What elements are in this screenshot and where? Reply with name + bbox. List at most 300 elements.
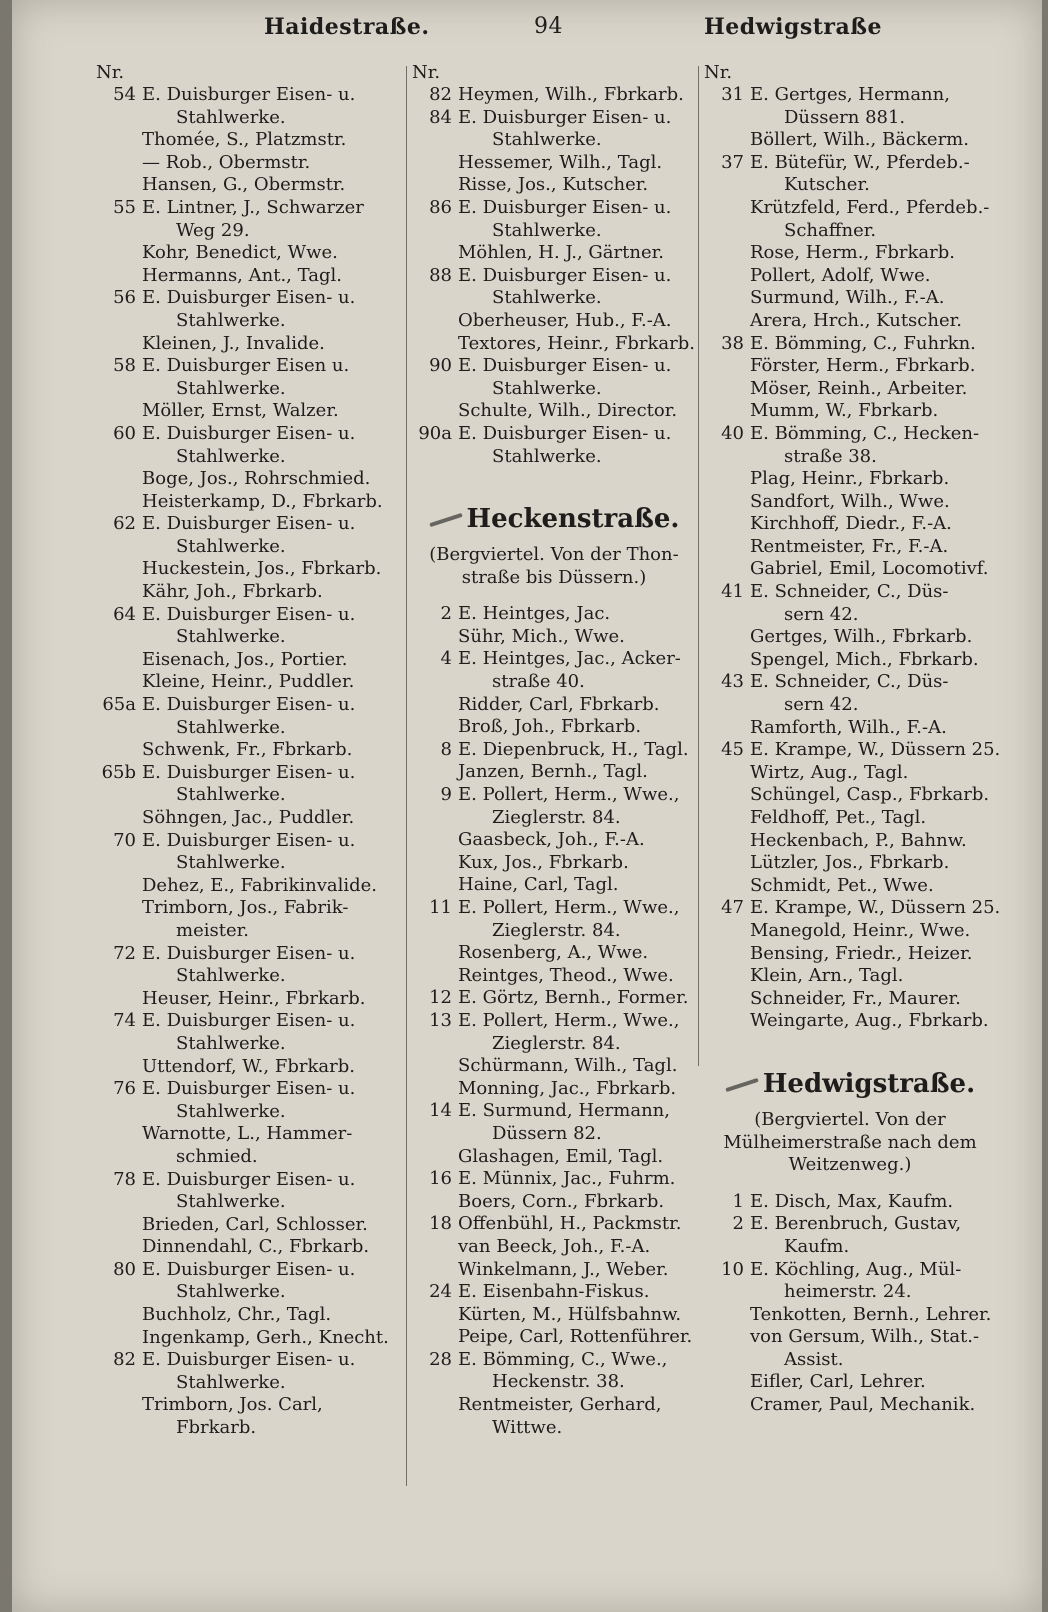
directory-entry xyxy=(96,1146,404,1169)
house-number xyxy=(412,807,458,830)
directory-entry xyxy=(96,287,404,310)
directory-entry xyxy=(412,626,696,649)
entry-text: Möhlen, H. J., Gärtner. xyxy=(458,242,664,264)
house-number xyxy=(96,174,142,197)
house-number xyxy=(96,1417,142,1440)
entry-text: Stahlwerke. xyxy=(492,219,602,241)
entry-text: straße 38. xyxy=(784,445,877,467)
entry-text: Zieglerstr. 84. xyxy=(492,1032,621,1054)
directory-entry xyxy=(704,446,996,469)
entry-text: Ridder, Carl, Fbrkarb. xyxy=(458,693,660,715)
nr-label: Nr. xyxy=(412,62,441,83)
entry-text: Schwenk, Fr., Fbrkarb. xyxy=(142,739,353,761)
column-divider xyxy=(698,66,699,1066)
directory-entry xyxy=(96,965,404,988)
entry-text: Kirchhoff, Diedr., F.-A. xyxy=(750,513,952,535)
house-number: 8 xyxy=(440,738,452,760)
entry-text: schmied. xyxy=(176,1145,258,1167)
directory-entry xyxy=(412,965,696,988)
house-number: 18 xyxy=(429,1213,452,1235)
directory-entry xyxy=(96,807,404,830)
house-number: 86 xyxy=(429,196,452,218)
house-number xyxy=(96,581,142,604)
house-number xyxy=(412,1326,458,1349)
directory-entry xyxy=(412,1033,696,1056)
nr-label: Nr. xyxy=(704,62,733,83)
directory-entry xyxy=(704,287,996,310)
column-right xyxy=(704,62,1001,1417)
directory-entry xyxy=(704,626,996,649)
directory-entry xyxy=(96,649,404,672)
directory-entry xyxy=(96,875,404,898)
entry-text: Eifler, Carl, Lehrer. xyxy=(750,1371,926,1393)
house-number: 80 xyxy=(113,1258,136,1280)
entry-text: Warnotte, L., Hammer- xyxy=(142,1123,353,1145)
directory-entry xyxy=(96,1372,404,1395)
entry-text: E. Duisburger Eisen u. xyxy=(142,355,350,377)
entry-text: Klein, Arn., Tagl. xyxy=(750,965,904,987)
directory-entry xyxy=(412,220,696,243)
house-number: 2 xyxy=(440,603,452,625)
directory-entry xyxy=(412,1259,696,1282)
entry-text: E. Duisburger Eisen- u. xyxy=(142,942,356,964)
entry-text: Sühr, Mich., Wwe. xyxy=(458,625,625,647)
entry-text: E. Duisburger Eisen- u. xyxy=(142,694,356,716)
house-number xyxy=(704,807,750,830)
entry-text: Rose, Herm., Fbrkarb. xyxy=(750,242,956,264)
house-number xyxy=(96,875,142,898)
house-number: 90a xyxy=(418,422,452,444)
house-number xyxy=(704,1304,750,1327)
entry-text: von Gersum, Wilh., Stat.- xyxy=(750,1326,980,1348)
house-number xyxy=(96,1056,142,1079)
house-number xyxy=(96,107,142,130)
nr-label: Nr. xyxy=(96,62,125,83)
entry-text: Offenbühl, H., Packmstr. xyxy=(458,1213,682,1235)
house-number: 54 xyxy=(113,84,136,105)
entry-text: Kux, Jos., Fbrkarb. xyxy=(458,851,629,873)
directory-entry xyxy=(96,830,404,853)
directory-entry xyxy=(704,1304,996,1327)
entry-text: Stahlwerke. xyxy=(176,106,286,128)
house-number: 12 xyxy=(429,987,452,1009)
house-number xyxy=(96,852,142,875)
directory-entry xyxy=(96,1101,404,1124)
entry-text: Stahlwerke. xyxy=(176,377,286,399)
directory-entry xyxy=(704,830,996,853)
directory-entry xyxy=(96,242,404,265)
directory-entry xyxy=(412,920,696,943)
house-number xyxy=(704,174,750,197)
entry-text: Kleinen, J., Invalide. xyxy=(142,332,325,354)
house-number xyxy=(412,1033,458,1056)
directory-entry xyxy=(96,265,404,288)
house-number xyxy=(704,400,750,423)
house-number xyxy=(412,1236,458,1259)
house-number: 24 xyxy=(429,1281,452,1303)
house-number xyxy=(704,287,750,310)
entry-text: E. Pollert, Herm., Wwe., xyxy=(458,897,680,918)
entry-text: Hessemer, Wilh., Tagl. xyxy=(458,151,663,173)
entry-text: Stahlwerke. xyxy=(492,287,602,309)
directory-entry xyxy=(96,1078,404,1101)
house-number xyxy=(96,1236,142,1259)
entry-text: Ramforth, Wilh., F.-A. xyxy=(750,716,947,738)
entry-text: Weg 29. xyxy=(176,219,250,241)
directory-entry xyxy=(96,988,404,1011)
house-number xyxy=(96,1281,142,1304)
entry-text: Heckenbach, P., Bahnw. xyxy=(750,829,967,851)
directory-page xyxy=(12,0,1042,1612)
directory-entry xyxy=(412,1123,696,1146)
entry-text: E. Heintges, Jac., Acker- xyxy=(458,648,681,670)
house-number xyxy=(704,852,750,875)
directory-entry xyxy=(412,1010,696,1033)
entry-text: Janzen, Bernh., Tagl. xyxy=(458,761,648,783)
directory-entry xyxy=(96,1417,404,1440)
house-number: 10 xyxy=(721,1258,744,1280)
house-number xyxy=(96,1327,142,1350)
entry-text: Monning, Jac., Fbrkarb. xyxy=(458,1077,677,1099)
house-number xyxy=(704,943,750,966)
directory-entry xyxy=(96,920,404,943)
entry-text: Buchholz, Chr., Tagl. xyxy=(142,1304,332,1326)
directory-entry xyxy=(412,1078,696,1101)
house-number: 38 xyxy=(721,332,744,354)
house-number: 13 xyxy=(429,1009,452,1031)
directory-entry xyxy=(704,943,996,966)
house-number xyxy=(704,378,750,401)
house-number xyxy=(412,1304,458,1327)
directory-entry xyxy=(704,649,996,672)
house-number xyxy=(96,468,142,491)
house-number: 64 xyxy=(113,603,136,625)
entry-text: Assist. xyxy=(784,1348,844,1370)
entry-text: Heymen, Wilh., Fbrkarb. xyxy=(458,84,684,105)
directory-entry xyxy=(96,536,404,559)
directory-entry xyxy=(96,107,404,130)
house-number xyxy=(96,1191,142,1214)
entry-list xyxy=(704,84,1001,1033)
directory-entry xyxy=(412,378,696,401)
house-number xyxy=(704,1371,750,1394)
house-number xyxy=(412,716,458,739)
house-number xyxy=(96,1101,142,1124)
house-number: 11 xyxy=(429,897,452,918)
directory-entry xyxy=(704,536,996,559)
entry-text: E. Duisburger Eisen- u. xyxy=(142,84,356,105)
house-number xyxy=(704,491,750,514)
entry-text: Zieglerstr. 84. xyxy=(492,919,621,941)
house-number xyxy=(96,265,142,288)
directory-entry xyxy=(96,1123,404,1146)
entry-text: Stahlwerke. xyxy=(176,1100,286,1122)
directory-entry xyxy=(412,829,696,852)
entry-text: Möller, Ernst, Walzer. xyxy=(142,400,339,422)
directory-entry xyxy=(704,988,996,1011)
running-head-left: Haidestraße. xyxy=(264,14,430,40)
entry-text: Boers, Corn., Fbrkarb. xyxy=(458,1190,665,1212)
entry-text: Textores, Heinr., Fbrkarb. xyxy=(458,332,696,354)
house-number xyxy=(704,310,750,333)
entry-text: Hermanns, Ant., Tagl. xyxy=(142,264,342,286)
directory-entry xyxy=(704,1349,996,1372)
entry-text: Glashagen, Emil, Tagl. xyxy=(458,1145,664,1167)
entry-text: Stahlwerke. xyxy=(176,1191,286,1213)
directory-entry xyxy=(704,671,996,694)
entry-text: Pollert, Adolf, Wwe. xyxy=(750,264,931,286)
house-number: 74 xyxy=(113,1010,136,1032)
entry-text: Kaufm. xyxy=(784,1235,850,1257)
entry-text: Lützler, Jos., Fbrkarb. xyxy=(750,852,950,874)
directory-entry xyxy=(96,423,404,446)
entry-text: Rosenberg, A., Wwe. xyxy=(458,942,649,964)
entry-text: Stahlwerke. xyxy=(176,1371,286,1393)
house-number xyxy=(96,1394,142,1417)
directory-entry xyxy=(96,513,404,536)
directory-entry xyxy=(412,129,696,152)
house-number xyxy=(96,152,142,175)
directory-entry xyxy=(412,423,696,446)
directory-entry xyxy=(704,1213,996,1236)
directory-entry xyxy=(96,446,404,469)
directory-entry xyxy=(96,1169,404,1192)
entry-list xyxy=(412,84,696,468)
house-number xyxy=(412,400,458,423)
directory-entry xyxy=(412,333,696,356)
house-number: 65a xyxy=(102,694,136,716)
entry-text: meister. xyxy=(176,919,249,941)
house-number xyxy=(412,1078,458,1101)
directory-entry xyxy=(96,84,404,107)
entry-text: E. Duisburger Eisen- u. xyxy=(142,761,356,783)
street-heading-text: Heckenstraße. xyxy=(466,504,680,535)
house-number xyxy=(412,852,458,875)
entry-text: Schmidt, Pet., Wwe. xyxy=(750,874,934,896)
entry-text: E. Surmund, Hermann, xyxy=(458,1100,670,1122)
house-number xyxy=(96,1214,142,1237)
directory-entry xyxy=(704,717,996,740)
entry-text: Thomée, S., Platzmstr. xyxy=(142,129,347,151)
directory-entry xyxy=(96,739,404,762)
entry-text: Dehez, E., Fabrikinvalide. xyxy=(142,874,378,896)
directory-entry xyxy=(412,874,696,897)
house-number xyxy=(96,1146,142,1169)
directory-entry xyxy=(96,129,404,152)
entry-text: Hansen, G., Obermstr. xyxy=(142,174,346,196)
entry-text: E. Bömming, C., Fuhrkn. xyxy=(750,332,976,354)
entry-text: Weingarte, Aug., Fbrkarb. xyxy=(750,1010,989,1032)
directory-entry xyxy=(704,400,996,423)
entry-text: E. Lintner, J., Schwarzer xyxy=(142,196,364,218)
directory-entry xyxy=(704,920,996,943)
directory-entry xyxy=(412,1349,696,1372)
directory-entry xyxy=(96,762,404,785)
directory-entry xyxy=(96,220,404,243)
directory-entry xyxy=(704,1236,996,1259)
house-number xyxy=(412,242,458,265)
entry-text: E. Duisburger Eisen- u. xyxy=(458,196,672,218)
directory-entry xyxy=(704,174,996,197)
house-number xyxy=(704,107,750,130)
house-number: 84 xyxy=(429,106,452,128)
directory-entry xyxy=(96,468,404,491)
house-number xyxy=(704,242,750,265)
directory-entry xyxy=(412,355,696,378)
directory-entry xyxy=(96,626,404,649)
directory-entry xyxy=(704,604,996,627)
directory-entry xyxy=(704,242,996,265)
entry-text: E. Duisburger Eisen- u. xyxy=(142,1168,356,1190)
entry-text: E. Köchling, Aug., Mül- xyxy=(750,1258,962,1280)
entry-text: E. Duisburger Eisen- u. xyxy=(142,1010,356,1032)
column-divider xyxy=(406,66,407,1486)
directory-entry xyxy=(704,1259,996,1282)
house-number xyxy=(96,717,142,740)
house-number: 55 xyxy=(113,196,136,218)
house-number xyxy=(704,920,750,943)
entry-text: Manegold, Heinr., Wwe. xyxy=(750,919,971,941)
directory-entry xyxy=(96,581,404,604)
directory-entry xyxy=(704,807,996,830)
directory-entry xyxy=(412,310,696,333)
house-number: 1 xyxy=(732,1190,744,1212)
entry-text: Arera, Hrch., Kutscher. xyxy=(750,309,962,331)
directory-entry xyxy=(96,1191,404,1214)
house-number xyxy=(704,626,750,649)
house-number xyxy=(412,920,458,943)
directory-entry xyxy=(704,739,1001,762)
directory-entry xyxy=(412,897,696,920)
entry-text: Reintges, Theod., Wwe. xyxy=(458,964,674,986)
directory-entry xyxy=(96,400,404,423)
entry-text: Kähr, Joh., Fbrkarb. xyxy=(142,581,323,603)
entry-text: Stahlwerke. xyxy=(176,784,286,806)
directory-entry xyxy=(96,852,404,875)
house-number xyxy=(704,468,750,491)
entry-text: Peipe, Carl, Rottenführer. xyxy=(458,1326,693,1348)
entry-text: sern 42. xyxy=(784,603,859,625)
entry-text: — Rob., Obermstr. xyxy=(142,151,311,173)
entry-text: Oberheuser, Hub., F.-A. xyxy=(458,309,672,331)
directory-entry xyxy=(412,852,696,875)
entry-text: Huckestein, Jos., Fbrkarb. xyxy=(142,558,382,580)
entry-text: Winkelmann, J., Weber. xyxy=(458,1258,669,1280)
house-number xyxy=(704,513,750,536)
entry-text: Mumm, W., Fbrkarb. xyxy=(750,400,939,422)
house-number: 47 xyxy=(721,897,744,919)
directory-entry xyxy=(96,1056,404,1079)
directory-entry xyxy=(412,739,696,762)
directory-entry xyxy=(96,174,404,197)
entry-text: Schneider, Fr., Maurer. xyxy=(750,987,961,1009)
entry-text: Stahlwerke. xyxy=(176,1032,286,1054)
house-number xyxy=(704,965,750,988)
house-number xyxy=(96,1033,142,1056)
house-number xyxy=(96,1304,142,1327)
directory-entry xyxy=(704,897,1001,920)
house-number: 56 xyxy=(113,287,136,309)
directory-entry xyxy=(704,423,996,446)
entry-text: Fbrkarb. xyxy=(176,1417,257,1439)
street-description: (Bergviertel. Von der Thon-straße bis Düssern.) xyxy=(429,544,679,588)
entry-text: Plag, Heinr., Fbrkarb. xyxy=(750,468,950,490)
directory-entry xyxy=(704,1394,996,1417)
entry-text: Düssern 82. xyxy=(492,1122,602,1144)
entry-text: Broß, Joh., Fbrkarb. xyxy=(458,716,642,738)
directory-entry xyxy=(704,694,996,717)
directory-entry xyxy=(412,716,696,739)
house-number xyxy=(412,310,458,333)
house-number xyxy=(412,1259,458,1282)
house-number: 65b xyxy=(101,761,136,783)
directory-entry xyxy=(96,378,404,401)
house-number: 82 xyxy=(429,84,452,105)
directory-entry xyxy=(96,152,404,175)
directory-entry xyxy=(412,1168,696,1191)
directory-entry xyxy=(704,333,996,356)
directory-entry xyxy=(704,762,996,785)
entry-text: Ingenkamp, Gerh., Knecht. xyxy=(142,1326,389,1348)
house-number xyxy=(96,739,142,762)
house-number xyxy=(96,242,142,265)
house-number: 2 xyxy=(732,1213,744,1235)
house-number xyxy=(704,1236,750,1259)
entry-text: Tenkotten, Bernh., Lehrer. xyxy=(750,1303,992,1325)
entry-text: Förster, Herm., Fbrkarb. xyxy=(750,355,976,377)
house-number xyxy=(96,378,142,401)
entry-text: E. Schneider, C., Düs- xyxy=(750,671,949,693)
entry-text: E. Berenbruch, Gustav, xyxy=(750,1213,962,1235)
directory-entry xyxy=(704,875,996,898)
directory-entry xyxy=(704,965,996,988)
directory-entry xyxy=(412,987,696,1010)
house-number xyxy=(704,694,750,717)
directory-entry xyxy=(96,1304,404,1327)
directory-entry xyxy=(704,378,996,401)
entry-text: Surmund, Wilh., F.-A. xyxy=(750,287,945,309)
directory-entry xyxy=(704,1326,996,1349)
entry-text: Eisenach, Jos., Portier. xyxy=(142,648,348,670)
house-number: 40 xyxy=(721,422,744,444)
house-number: 37 xyxy=(721,151,744,173)
entry-text: E. Duisburger Eisen- u. xyxy=(142,287,356,309)
directory-entry xyxy=(96,1394,404,1417)
entry-text: Schürmann, Wilh., Tagl. xyxy=(458,1055,678,1077)
house-number xyxy=(704,604,750,627)
house-number xyxy=(412,1123,458,1146)
street-heading-text: Hedwigstraße. xyxy=(762,1068,976,1099)
entry-text: Schulte, Wilh., Director. xyxy=(458,400,678,422)
directory-entry xyxy=(96,784,404,807)
entry-text: Heisterkamp, D., Fbrkarb. xyxy=(142,490,383,512)
directory-entry xyxy=(412,1326,696,1349)
page-number: 94 xyxy=(534,14,563,39)
street-description: (Bergviertel. Von der Mülheimerstraße nach dem Weitzenweg.) xyxy=(723,1108,977,1176)
directory-entry xyxy=(96,604,404,627)
entry-list xyxy=(96,84,404,1440)
directory-entry xyxy=(96,897,404,920)
entry-text: Schaffner. xyxy=(784,219,877,241)
house-number xyxy=(412,1146,458,1169)
entry-text: Kutscher. xyxy=(784,174,870,196)
directory-entry xyxy=(412,400,696,423)
house-number: 45 xyxy=(721,739,744,761)
house-number: 88 xyxy=(429,264,452,286)
entry-text: Böllert, Wilh., Bäckerm. xyxy=(750,129,969,151)
entry-text: Wittwe. xyxy=(492,1416,563,1438)
directory-entry xyxy=(412,671,696,694)
